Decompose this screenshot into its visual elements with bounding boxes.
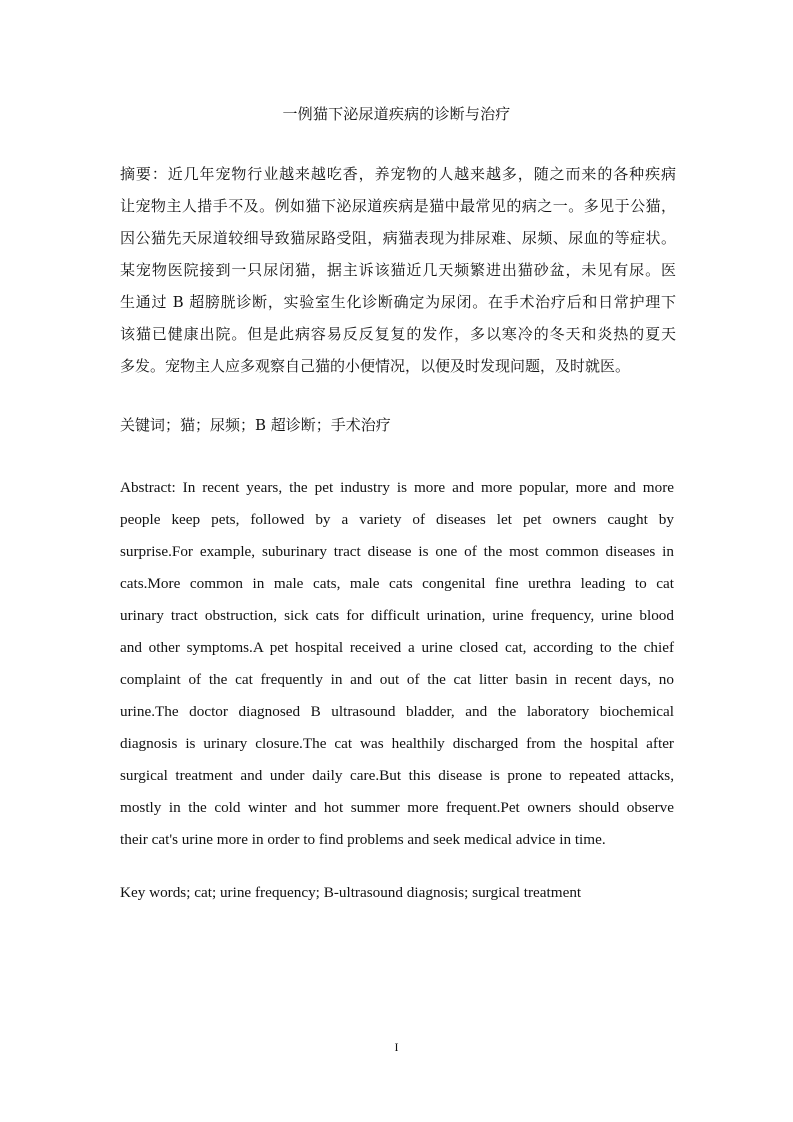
abstract-en-line: people keep pets, followed by a variety of diseases let pet owners caught by (120, 511, 674, 528)
abstract-zh-line: 生通过 B 超膀胱诊断，实验室生化诊断确定为尿闭。在手术治疗后和日常护理下 (120, 293, 676, 311)
abstract-en-line: their cat's urine more in order to find problems and seek medical advice in time. (120, 831, 606, 848)
abstract-en-line: urine.The doctor diagnosed B ultrasound bladder, and the laboratory biochemical (120, 703, 674, 720)
abstract-en-line: mostly in the cold winter and hot summer more frequent.Pet owners should observe (120, 799, 674, 816)
abstract-en-line: and other symptoms.A pet hospital received a urine closed cat, according to the chief (120, 639, 674, 656)
keywords-english: Key words; cat; urine frequency; B-ultrasound diagnosis; surgical treatment (120, 884, 582, 901)
document-title: 一例猫下泌尿道疾病的诊断与治疗 (282, 105, 511, 123)
abstract-zh-line: 多发。宠物主人应多观察自己猫的小便情况，以便及时发现问题，及时就医。 (120, 357, 631, 375)
abstract-chinese (120, 158, 676, 382)
abstract-en-line: complaint of the cat frequently in and out of the cat litter basin in recent days, no (120, 671, 674, 688)
abstract-en-line: diagnosis is urinary closure.The cat was healthily discharged from the hospital after (120, 735, 674, 752)
abstract-en-line: cats.More common in male cats, male cats congenital fine urethra leading to cat (120, 575, 674, 592)
abstract-zh-line: 该猫已健康出院。但是此病容易反反复复的发作，多以寒冷的冬天和炎热的夏天 (120, 325, 676, 343)
keywords-chinese: 关键词；猫；尿频；B 超诊断；手术治疗 (120, 416, 391, 434)
page-number: I (394, 1040, 399, 1054)
abstract-en-line: Abstract: In recent years, the pet industry is more and more popular, more and more (120, 479, 674, 496)
abstract-zh-line: 摘要：近几年宠物行业越来越吃香，养宠物的人越来越多，随之而来的各种疾病 (120, 165, 676, 183)
abstract-en-line: surgical treatment and under daily care.But this disease is prone to repeated attacks, (120, 767, 674, 784)
abstract-zh-line: 因公猫先天尿道较细导致猫尿路受阻，病猫表现为排尿难、尿频、尿血的等症状。 (120, 229, 676, 247)
abstract-zh-line: 某宠物医院接到一只尿闭猫，据主诉该猫近几天频繁进出猫砂盆，未见有尿。医 (120, 261, 676, 279)
abstract-english (120, 472, 674, 856)
abstract-zh-line: 让宠物主人措手不及。例如猫下泌尿道疾病是猫中最常见的病之一。多见于公猫， (120, 197, 676, 215)
abstract-en-line: surprise.For example, suburinary tract disease is one of the most common diseases in (120, 543, 674, 560)
abstract-en-line: urinary tract obstruction, sick cats for difficult urination, urine frequency, urine blood (120, 607, 674, 624)
